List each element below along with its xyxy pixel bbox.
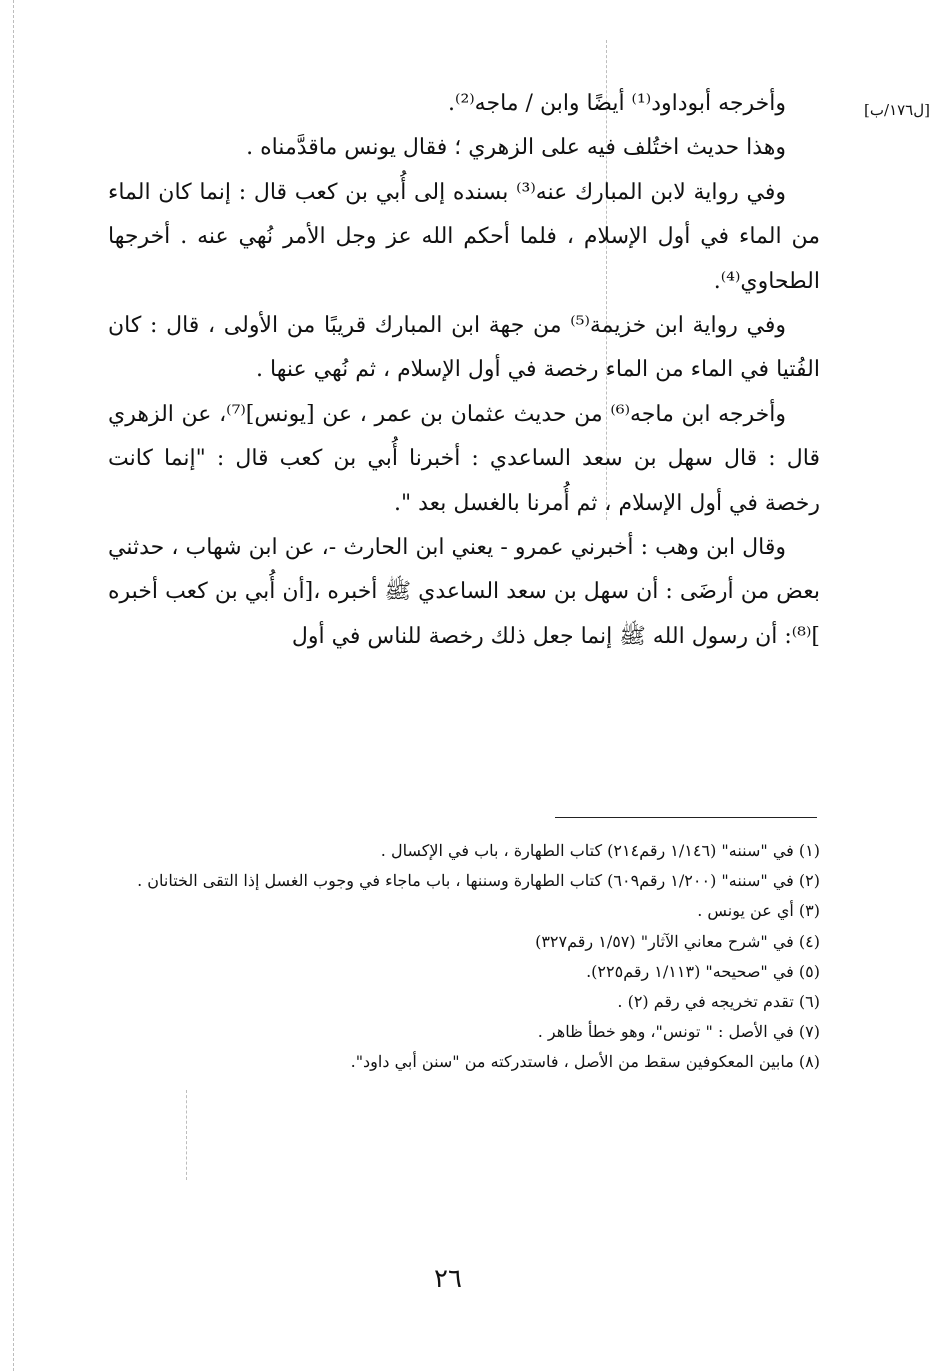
footnote: (٢) في "سننه" (١/٢٠٠ رقم٦٠٩) كتاب الطهارة وسننها ، باب ماجاء في وجوب الغسل إذا التقى الختانان . xyxy=(137,871,820,891)
paragraph xyxy=(108,393,820,526)
footnote: (١) في "سننه" (١/١٤٦ رقم٢١٤) كتاب الطهارة ، باب في الإكسال . xyxy=(380,841,820,860)
footnote: (٤) في "شرح معاني الآثار" (١/٥٧ رقم٣٢٧) xyxy=(535,931,820,951)
paragraph-text: وأخرجه أبوداود⁽¹⁾ أيضًا وابن / ماجه⁽²⁾. xyxy=(448,91,786,116)
paragraph-text: وهذا حديث اختُلف فيه على الزهري ؛ فقال يونس ماقدَّمناه . xyxy=(246,135,786,161)
paragraph xyxy=(108,126,820,170)
footnote: (٨) مابين المعكوفين سقط من الأصل ، فاستدركته من "سنن أبي داود". xyxy=(350,1052,820,1072)
page-number: ٢٦ xyxy=(434,1264,462,1294)
footnote: (٦) تقدم تخريجه في رقم (٢) . xyxy=(617,992,820,1012)
main-text xyxy=(108,82,820,659)
paragraph-text: وأخرجه ابن ماجه⁽⁶⁾ من حديث عثمان بن عمر ، عن [يونس]⁽⁷⁾، عن الزهري قال : قال سهل بن سعد الساعدي : أخبرنا أُبي بن كعب قال : "إنما كانت رخصة في أول الإسلام ، ثم أُمرنا بالغسل بعد ". xyxy=(108,401,820,516)
paragraph xyxy=(108,304,820,393)
paragraph-text: وفي رواية لابن المبارك عنه⁽³⁾ بسنده إلى أُبي بن كعب قال : إنما كان الماء من الماء في أول الإسلام ، فلما أحكم الله عز وجل الأمر نُهي عنه . أخرجها الطحاوي⁽⁴⁾. xyxy=(108,179,820,294)
footnote-separator xyxy=(555,817,817,818)
footnote: (٧) في الأصل : " تونس"، وهو خطأ ظاهر . xyxy=(537,1022,820,1042)
footnotes xyxy=(108,836,820,1078)
paragraph xyxy=(108,171,820,304)
paragraph xyxy=(108,526,820,659)
footnote: (٥) في "صحيحه" (١/١١٣ رقم٢٢٥). xyxy=(586,961,820,981)
margin-manuscript-reference: [ل١٧٦/ب] xyxy=(864,101,930,119)
footnote: (٣) أي عن يونس . xyxy=(697,901,820,921)
paragraph-text: وقال ابن وهب : أخبرني عمرو - يعني ابن الحارث -، عن ابن شهاب ، حدثني بعض من أرضَى : أن سهل بن سعد الساعدي ﷺ أخبره ،[أن أُبي بن كعب أخبره ]⁽⁸⁾: أن رسول الله ﷺ إنما جعل ذلك رخصة للناس في أول xyxy=(108,535,820,649)
scan-artifact-line xyxy=(13,0,14,1371)
scan-artifact-line xyxy=(186,1090,187,1180)
paragraph-text: وفي رواية ابن خزيمة⁽⁵⁾ من جهة ابن المبارك قريبًا من الأولى ، قال : كان الفُتيا في الماء من الماء رخصة في أول الإسلام ، ثم نُهي عنها . xyxy=(108,313,820,383)
paragraph xyxy=(108,82,820,126)
